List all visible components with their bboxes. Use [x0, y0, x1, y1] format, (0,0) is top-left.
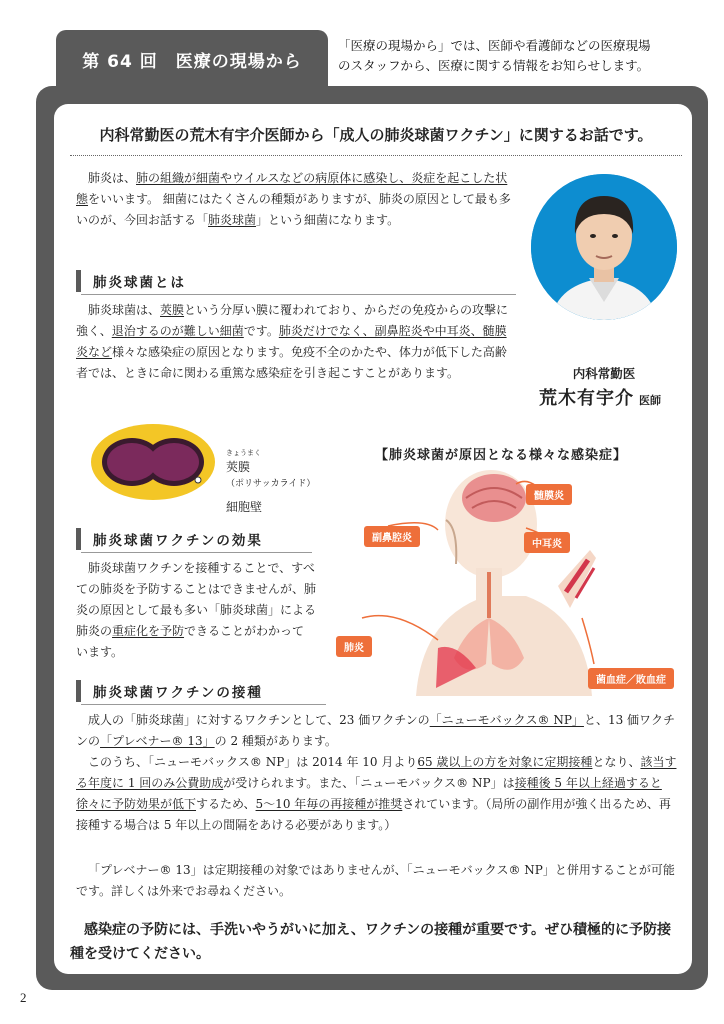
column-intro — [338, 36, 708, 76]
section2-paragraph — [76, 558, 316, 663]
section3-paragraph-3: 「プレベナー® 13」は定期接種の対象ではありませんが、「ニューモバックス® NP」と併用することが可能です。詳しくは外来でお尋ねください。 — [76, 863, 675, 898]
s3-emphasis-revaccination: 5～10 年毎の再接種が推奨 — [255, 797, 403, 811]
s3-text: の 2 種類があります。 — [214, 734, 337, 748]
label-otitis: 中耳炎 — [524, 532, 570, 553]
section3-paragraph-2 — [76, 752, 682, 836]
headline-divider — [70, 155, 682, 156]
s1-emphasis-diseases: 肺炎だけでなく、副鼻腔炎や中耳炎、髄膜炎など — [76, 324, 507, 359]
article-headline: 内科常勤医の荒木有宇介医師から「成人の肺炎球菌ワクチン」に関するお話です。 — [99, 126, 653, 144]
section-heading-effect — [76, 528, 312, 550]
section-heading-text: 肺炎球菌ワクチンの効果 — [93, 533, 263, 549]
s3-text: と、13 価ワクチンの — [76, 713, 676, 748]
section-heading-vaccination — [76, 680, 326, 702]
s1-emphasis-capsule: 莢膜 — [160, 303, 185, 317]
intro-emphasis-1: 肺の組織が細菌やウイルスなどの病原体に感染し、炎症を起こした状態 — [76, 171, 508, 206]
s3-text: が受けられます。また、「ニューモバックス® NP」は — [223, 776, 515, 790]
section-heading-text: 肺炎球菌ワクチンの接種 — [93, 685, 263, 701]
figure-title: 【肺炎球菌が原因となる様々な感染症】 — [374, 448, 627, 463]
label-meningitis: 髄膜炎 — [526, 484, 572, 505]
intro-emphasis-2: 肺炎球菌 — [208, 213, 257, 227]
s1-text: という分厚い膜に覆われており、からだの免疫からの攻撃に強く、 — [76, 303, 509, 338]
capsule-sub-label: （ポリサッカライド） — [226, 479, 316, 489]
s3-emphasis-decline: 接種後 5 年以上経過すると徐々に予防効果が低下 — [76, 776, 662, 811]
doctor-title: 医師 — [639, 394, 662, 407]
series-tab — [56, 30, 328, 88]
s3-text: するため、 — [196, 797, 256, 811]
intro-paragraph — [76, 168, 516, 231]
doctor-role: 内科常勤医 — [572, 366, 636, 381]
s1-emphasis-hard: 退治するのが難しい細菌 — [111, 324, 244, 338]
doctor-photo — [531, 174, 677, 320]
intro-line-2: のスタッフから、医療に関する情報をお知らせします。 — [338, 58, 650, 73]
s1-text: 様々な感染症の原因となります。免疫不全のかたや、体力が低下した高齢者では、ときに命に関わる重篤な感染症を引き起こすことがあります。 — [76, 345, 507, 380]
s3-text: されています。（局所の副作用が強く出るため、再接種する場合は 5 年以上の間隔をあける必要があります。） — [76, 797, 671, 832]
capsule-label: 莢膜 — [226, 460, 251, 474]
capsule-ruby: きょうまく — [226, 449, 261, 457]
human-anatomy-icon — [326, 468, 682, 696]
s3-emphasis-subsidy: 該当する年度に 1 回のみ公費助成 — [76, 755, 677, 790]
s1-text: 肺炎球菌は、 — [88, 303, 161, 317]
s3-text: となり、 — [592, 755, 641, 769]
section-heading-text: 肺炎球菌とは — [93, 275, 186, 291]
label-pneumonia: 肺炎 — [336, 636, 372, 657]
intro-text: 肺炎は、 — [88, 171, 137, 185]
pneumococcus-icon — [88, 420, 218, 504]
intro-text: をいいます。 細菌にはたくさんの種類がありますが、肺炎の原因として最も多いのが、今回お話する「 — [76, 192, 511, 227]
s3-vaccine-pneumovax: 「ニューモバックス® NP」 — [429, 713, 584, 727]
section1-paragraph — [76, 300, 516, 384]
s3-vaccine-prevenar: 「プレベナー® 13」 — [100, 734, 215, 748]
s2-text: できることがわかっています。 — [76, 624, 305, 659]
infection-figure — [326, 468, 682, 696]
s3-emphasis-eligibility: 65 歳以上の方を対象に定期接種 — [417, 755, 593, 769]
s2-text: 肺炎球菌ワクチンを接種することで、すべての肺炎を予防することはできませんが、肺炎の原因として最も多い「肺炎球菌」による肺炎の — [76, 561, 317, 638]
intro-text: 」という細菌になります。 — [256, 213, 400, 227]
s2-emphasis: 重症化を予防 — [112, 624, 185, 638]
intro-line-1: 「医療の現場から」では、医師や看護師などの医療現場 — [338, 38, 651, 53]
section3-paragraph-1 — [76, 710, 682, 752]
cell-wall-label: 細胞壁 — [226, 500, 263, 514]
doctor-name-block — [510, 384, 690, 410]
doctor-name: 荒木有宇介 — [538, 388, 634, 409]
closing-message: 感染症の予防には、手洗いやうがいに加え、ワクチンの接種が重要です。ぜひ積極的に予防接種を受けてください。 — [70, 922, 672, 962]
series-title: 第 64 回 医療の現場から — [82, 51, 302, 72]
s3-text: 成人の「肺炎球菌」に対するワクチンとして、23 価ワクチンの — [88, 713, 430, 727]
page-number: 2 — [20, 990, 27, 1005]
s1-text: です。 — [243, 324, 279, 338]
s3-text: このうち、「ニューモバックス® NP」は 2014 年 10 月より — [88, 755, 418, 769]
bacterium-diagram — [88, 420, 218, 504]
label-sinusitis: 副鼻腔炎 — [364, 526, 420, 547]
section-heading-what-is — [76, 270, 516, 292]
label-bacteremia: 菌血症／敗血症 — [588, 668, 674, 689]
doctor-portrait-icon — [531, 174, 677, 320]
